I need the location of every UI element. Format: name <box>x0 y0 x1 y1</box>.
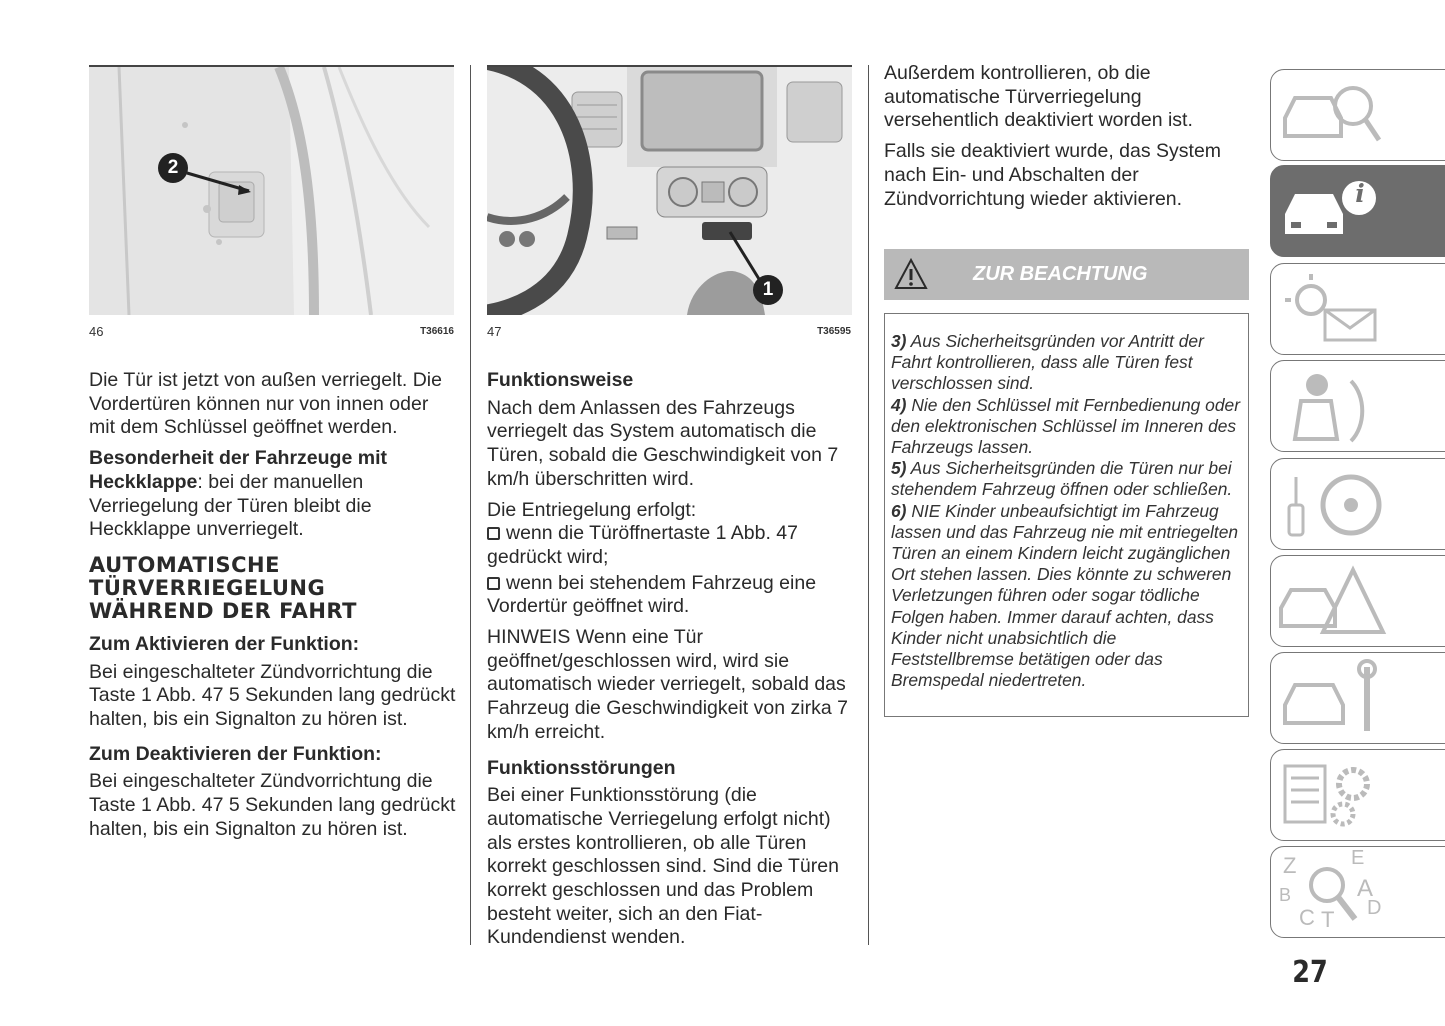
tab-car-warning[interactable] <box>1270 555 1445 647</box>
warning-header <box>884 249 1249 300</box>
paragraph: Die Entriegelung erfolgt: <box>487 498 697 521</box>
car-warning-icon <box>1271 556 1401 648</box>
warning-number: 5) <box>891 458 907 479</box>
paragraph: Falls sie deaktiviert wurde, das System nach Ein- und Abschalten der Zündvorrichtung wieder aktivieren. <box>884 140 1222 210</box>
column-divider <box>470 65 471 945</box>
figure-code: T36595 <box>817 326 851 337</box>
tab-key-steering[interactable] <box>1270 458 1445 550</box>
door-lock-illustration <box>89 67 454 315</box>
figure-code: T36616 <box>420 326 454 337</box>
warning-item <box>891 458 1240 500</box>
info-letter: i <box>1355 179 1365 208</box>
heading-line: WÄHREND DER FAHRT <box>89 598 357 623</box>
paragraph: Bei eingeschalteter Zündvorrichtung die Taste 1 Abb. 47 5 Sekunden lang gedrückt halten, bis ein Signalton zu hören ist. <box>89 770 456 840</box>
column-1 <box>89 369 457 849</box>
car-info-icon <box>1271 166 1401 258</box>
warning-title: ZUR BEACHTUNG <box>973 263 1148 285</box>
subheading: Zum Aktivieren der Funktion: <box>89 632 360 655</box>
figure-47-dashboard <box>487 65 852 315</box>
list-item <box>487 572 851 619</box>
car-wrench-icon <box>1271 653 1401 745</box>
warning-text: Aus Sicherheitsgründen die Türen nur bei stehendem Fahrzeug öffnen oder schließen. <box>891 458 1233 500</box>
list-item-text: wenn die Türöffnertaste 1 Abb. 47 gedrückt wird; <box>487 522 798 568</box>
index-letter: T <box>1321 907 1335 932</box>
light-message-icon <box>1271 264 1401 356</box>
heading-line: TÜRVERRIEGELUNG <box>89 575 326 600</box>
tab-airbag-seat[interactable] <box>1270 360 1445 452</box>
callout-2: 2 <box>167 157 179 178</box>
index-letter: A <box>1357 875 1374 902</box>
figure-46-door-lock <box>89 65 454 315</box>
warning-text: NIE Kinder unbeaufsichtigt im Fahrzeug lassen und das Fahrzeug nie mit entriegelten Türen an einem Kindern leicht zugänglichen Ort stehen lassen. Dies könnte zu schweren Verletzungen führen oder sogar tödliche Folgen haben. Immer darauf achten, dass Kinder nicht unabsichtlich die Feststellbremse betätigen oder das Bremspedal niedertreten. <box>891 500 1239 691</box>
airbag-seat-icon <box>1271 361 1401 453</box>
tab-car-wrench[interactable] <box>1270 652 1445 744</box>
bold-lead: Besonderheit der Fahrzeuge mit Heckklappe <box>89 447 387 493</box>
car-search-icon <box>1271 70 1401 162</box>
index-letter: B <box>1279 885 1292 905</box>
paragraph: Nach dem Anlassen des Fahrzeugs verriegelt das System automatisch die Türen, sobald die Geschwindigkeit von 7 km/h überschritten wird. <box>487 396 839 490</box>
tab-car-info[interactable] <box>1270 165 1445 257</box>
warning-item <box>891 395 1240 459</box>
key-steering-icon <box>1271 459 1401 551</box>
paragraph: HINWEIS Wenn eine Tür geöffnet/geschlossen wird, wird sie automatisch wieder verriegelt, sobald das Fahrzeug die Geschwindigkeit von zirka 7 km/h erreicht. <box>487 626 848 743</box>
index-letter: Z <box>1283 853 1297 878</box>
warning-text: Aus Sicherheitsgründen vor Antritt der Fahrt kontrollieren, dass alle Türen fest verschlossen sind. <box>891 331 1204 394</box>
column-divider <box>868 65 869 945</box>
column-3 <box>884 62 1246 218</box>
dashboard-illustration <box>487 67 852 315</box>
paragraph: Bei einer Funktionsstörung (die automatische Verriegelung erfolgt nicht) als erstes kontrollieren, ob alle Türen korrekt geschlossen sind. Sind die Türen korrekt geschlossen und das Problem besteht weiter, sich an den Fiat-Kundendienst wenden. <box>487 784 839 949</box>
paragraph: Die Tür ist jetzt von außen verriegelt. Die Vordertüren können nur von innen oder mit dem Schlüssel geöffnet werden. <box>89 369 442 439</box>
warning-item <box>891 501 1240 692</box>
subheading: Funktionsstörungen <box>487 756 676 779</box>
subheading: Funktionsweise <box>487 369 634 391</box>
warning-box <box>884 313 1249 717</box>
warning-triangle-icon <box>894 258 928 290</box>
tab-light-message[interactable] <box>1270 263 1445 355</box>
paragraph: Bei eingeschalteter Zündvorrichtung die Taste 1 Abb. 47 5 Sekunden lang gedrückt halten, bis ein Signalton zu hören ist. <box>89 660 456 731</box>
heading-line: AUTOMATISCHE <box>89 552 280 577</box>
tab-car-search[interactable] <box>1270 69 1445 161</box>
page-number: 27 <box>1292 955 1328 990</box>
checkbox-bullet-icon <box>487 577 500 590</box>
paragraph: Außerdem kontrollieren, ob die automatische Türverriegelung versehentlich deaktiviert worden ist. <box>884 62 1193 132</box>
index-letter: C <box>1299 905 1315 930</box>
list-item <box>487 522 851 569</box>
list-gears-icon <box>1271 750 1401 842</box>
column-2 <box>487 369 851 957</box>
warning-number: 6) <box>891 500 907 521</box>
warning-text: Nie den Schlüssel mit Fernbedienung oder den elektronischen Schlüssel im Inneren des Fahrzeugs lassen. <box>891 394 1240 458</box>
list-item-text: wenn bei stehendem Fahrzeug eine Vordertür geöffnet wird. <box>487 571 817 618</box>
callout-1: 1 <box>762 279 774 300</box>
index-letter: E <box>1351 847 1365 869</box>
warning-number: 3) <box>891 331 907 351</box>
subheading: Zum Deaktivieren der Funktion: <box>89 742 382 765</box>
paragraph <box>89 447 457 542</box>
warning-number: 4) <box>891 394 907 415</box>
tab-alphabet-search[interactable] <box>1270 846 1445 938</box>
figure-number: 47 <box>487 324 502 339</box>
paragraph-text: : bei der manuellen Verriegelung der Türen bleibt die Heckklappe unverriegelt. <box>89 470 372 541</box>
index-letter: D <box>1367 897 1382 919</box>
section-heading <box>89 554 457 623</box>
warning-item <box>891 331 1240 395</box>
figure-number: 46 <box>89 324 104 339</box>
checkbox-bullet-icon <box>487 527 500 540</box>
tab-list-gears[interactable] <box>1270 749 1445 841</box>
